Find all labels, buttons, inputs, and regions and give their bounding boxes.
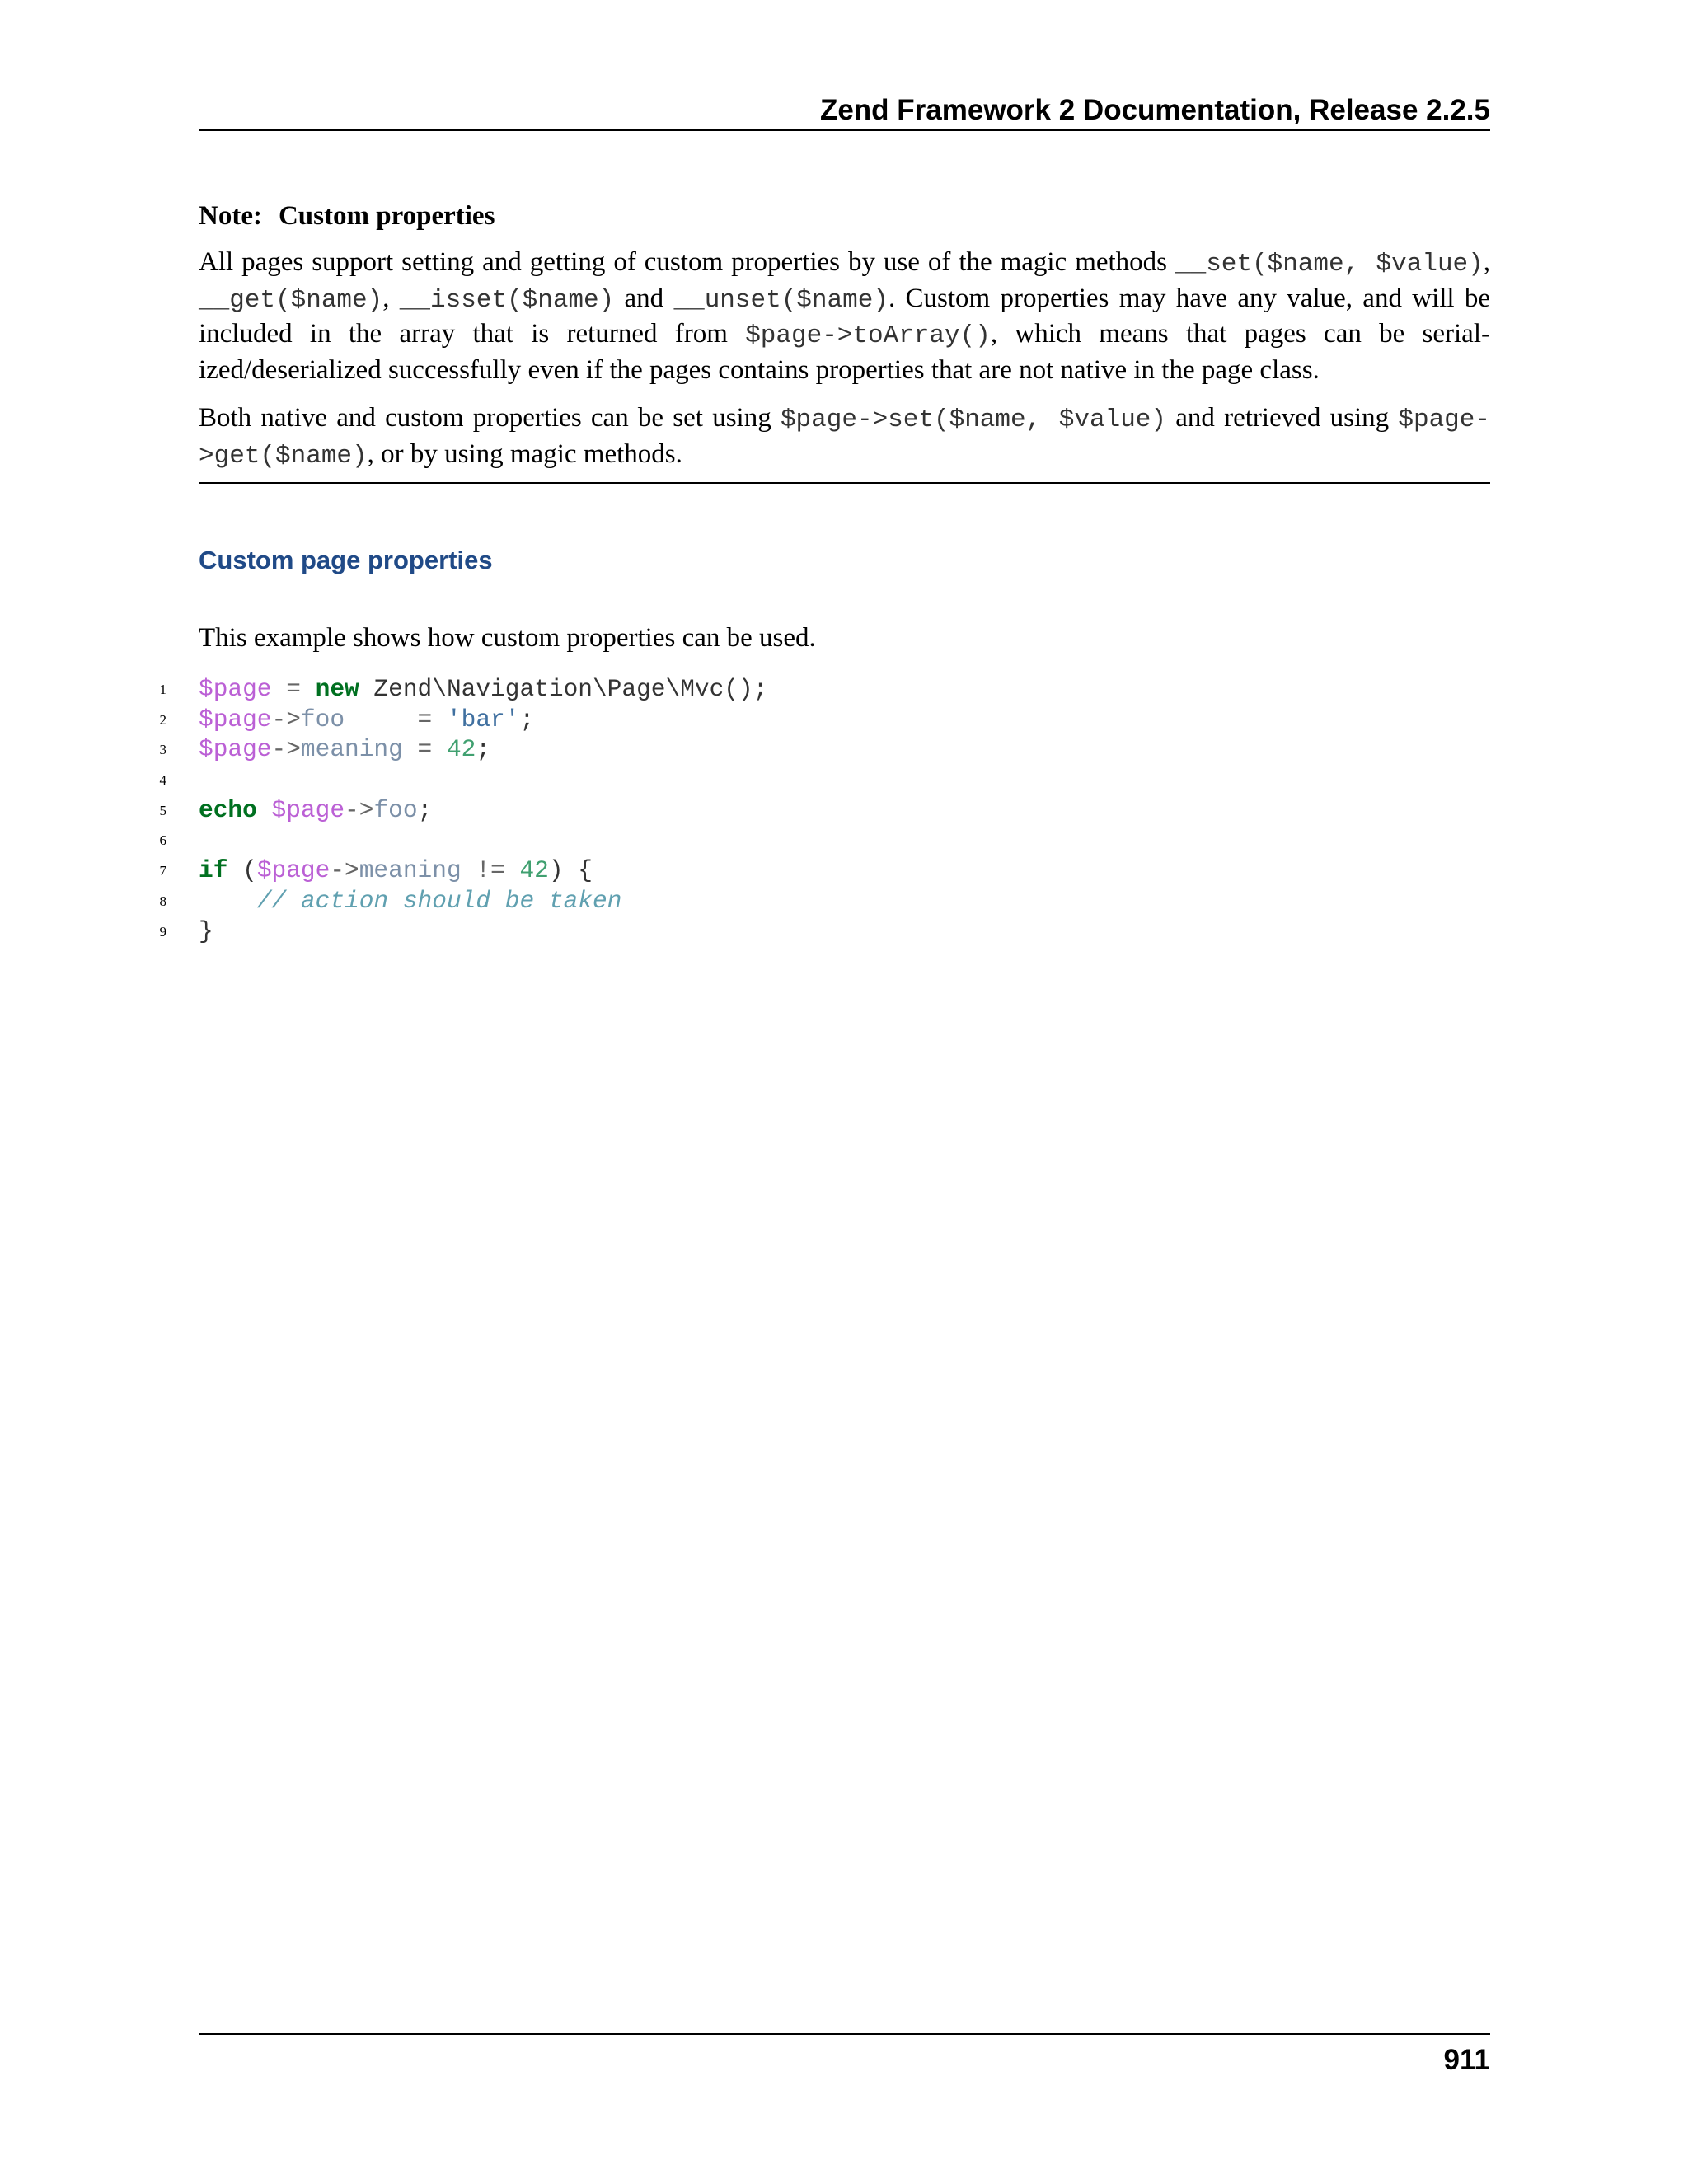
- text-run: and: [614, 283, 674, 313]
- code-line: [0, 855, 1688, 886]
- inline-code: __isset($name): [399, 285, 615, 315]
- code-line: [0, 734, 1688, 765]
- running-header: Zend Framework 2 Documentation, Release 2.2.5: [819, 94, 1490, 126]
- code-line: [0, 765, 1688, 795]
- code-line: [0, 705, 1688, 735]
- code-text: }: [199, 916, 213, 945]
- inline-code: __get($name): [199, 285, 383, 315]
- intro-paragraph: This example shows how custom properties can be used.: [199, 623, 816, 653]
- page-number: 911: [1443, 2044, 1490, 2076]
- code-text: echo $page->foo;: [199, 795, 433, 824]
- inline-code: __unset($name): [673, 285, 889, 315]
- line-number: 7: [159, 863, 166, 879]
- code-text: $page = new Zend\Navigation\Page\Mvc();: [199, 675, 768, 703]
- text-run: Both native and custom properties can be set using: [199, 403, 781, 433]
- text-run: All pages support setting and getting of custom properties by use of the magic methods: [199, 247, 1175, 277]
- line-number: 1: [159, 682, 166, 697]
- code-text: $page->foo = 'bar';: [199, 705, 535, 733]
- inline-code: $page->set($name, $value): [780, 405, 1167, 434]
- text-run: and retrieved using: [1166, 403, 1399, 433]
- line-number: 6: [159, 832, 166, 849]
- note-paragraph-1: [199, 246, 1490, 387]
- line-number: 5: [159, 802, 166, 818]
- line-number: 9: [159, 923, 166, 940]
- code-line: [0, 795, 1688, 826]
- text-run: . Custom properties may have any value, and will be included in the array that is returned from: [199, 283, 1491, 349]
- code-line: [0, 916, 1688, 947]
- code-text: $page->meaning = 42;: [199, 735, 491, 764]
- section-heading: Custom page properties: [199, 546, 493, 574]
- line-number: 4: [159, 772, 166, 789]
- note-heading: Custom properties: [278, 201, 495, 231]
- text-run: ,: [382, 283, 400, 313]
- inline-code: __set($name, $value): [1175, 250, 1484, 279]
- note-block: [199, 198, 1490, 473]
- text-run: ,: [1483, 247, 1491, 277]
- text-run: , or by using magic methods.: [367, 438, 682, 469]
- note-paragraph-2: [199, 401, 1490, 473]
- line-number: 8: [159, 893, 166, 909]
- code-line: [0, 886, 1688, 916]
- code-text: // action should be taken: [256, 886, 622, 915]
- code-block: [0, 674, 1688, 946]
- code-line: [0, 825, 1688, 855]
- note-title: [199, 198, 1490, 234]
- note-bottom-rule: [199, 482, 1490, 484]
- code-line: [0, 674, 1688, 705]
- line-number: 2: [159, 711, 166, 728]
- inline-code: $page->toArray(): [745, 321, 991, 350]
- footer-rule: [199, 2033, 1490, 2035]
- code-text: if ($page->meaning != 42) {: [199, 856, 593, 885]
- line-number: 3: [159, 742, 166, 758]
- header-rule: [199, 129, 1490, 131]
- inline-code: $page->get($name): [199, 405, 1490, 471]
- text-run: , which means that pages can be serial-ized/deserialized successfully even if the pages contains properties that are not native in the page class.: [199, 319, 1490, 385]
- note-label: Note:: [199, 201, 262, 231]
